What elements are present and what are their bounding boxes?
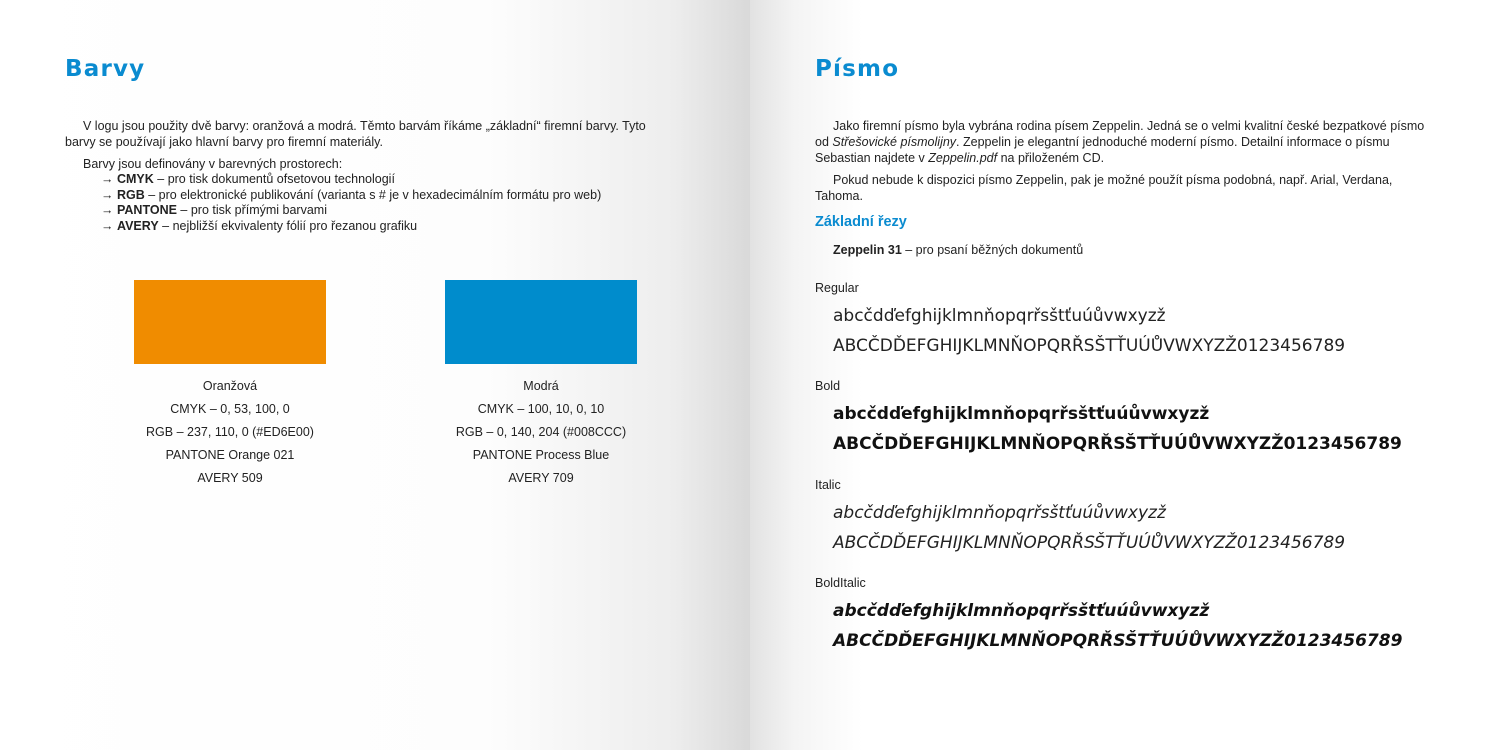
orange-color-swatch xyxy=(134,280,326,364)
color-name: Oranžová xyxy=(202,379,258,393)
pantone-value: PANTONE Process Blue xyxy=(472,448,610,462)
arrow-icon: → xyxy=(101,203,114,217)
avery-value: AVERY 709 xyxy=(508,471,574,485)
color-name: Modrá xyxy=(523,379,559,393)
sample-bold: abcčdďefghijklmnňopqrřsštťuúůvwxyzž ABCČDĎEFGHIJKLMNŇOPQRŘSŠTŤUÚŮVWXYZŽ0123456789 xyxy=(833,404,1402,454)
list-item: → AVERY – nejbližší ekvivalenty fólií pro řezanou grafiku xyxy=(101,218,418,233)
rgb-value: RGB – 237, 110, 0 (#ED6E00) xyxy=(146,425,314,439)
cmyk-value: CMYK – 0, 53, 100, 0 xyxy=(170,402,290,416)
typeface-intro: Jako firemní písmo byla vybrána rodina písem Zeppelin. Jedná se o velmi kvalitní české bezpatkové písmo od Střešovické písmolijny. Zeppelin je elegantní jednoduché moderní písmo. Detailní informace o písmu Sebastian najdete v Zeppelin.pdf na přiloženém CD. xyxy=(815,119,1425,165)
avery-value: AVERY 509 xyxy=(197,471,263,485)
arrow-icon: → xyxy=(101,218,114,233)
color-spaces-intro: Barvy jsou definovány v barevných prostorech: xyxy=(83,157,343,171)
style-label-italic: Italic xyxy=(815,478,841,492)
orange-color-specs xyxy=(100,375,360,490)
sample-regular: abcčdďefghijklmnňopqrřsštťuúůvwxyzž ABCČDĎEFGHIJKLMNŇOPQRŘSŠTŤUÚŮVWXYZŽ0123456789 xyxy=(833,306,1346,356)
sample-italic: abcčdďefghijklmnňopqrřsštťuúůvwxyzž ABCČDĎEFGHIJKLMNŇOPQRŘSŠTŤUÚŮVWXYZŽ0123456789 xyxy=(833,503,1346,553)
page-title-typeface: Písmo xyxy=(815,56,900,82)
arrow-icon: → xyxy=(101,172,114,186)
list-item: → PANTONE – pro tisk přímými barvami xyxy=(101,203,327,217)
colors-intro: V logu jsou použity dvě barvy: oranžová a modrá. Těmto barvám říkáme „základní“ firemní barvy. Tyto barvy se používají jako hlavní barvy pro firemní materiály. xyxy=(65,119,646,149)
page-typeface xyxy=(750,0,1500,750)
blue-color-specs xyxy=(411,375,671,490)
style-label-bold: Bold xyxy=(815,379,841,393)
style-label-regular: Regular xyxy=(815,281,859,295)
arrow-icon: → xyxy=(101,187,114,202)
cmyk-value: CMYK – 100, 10, 0, 10 xyxy=(477,402,605,416)
font-description: Zeppelin 31 – pro psaní běžných dokumentů xyxy=(833,243,1084,257)
rgb-value: RGB – 0, 140, 204 (#008CCC) xyxy=(455,425,627,439)
section-subtitle: Základní řezy xyxy=(815,214,907,230)
color-spaces-list xyxy=(101,172,601,234)
style-label-bolditalic: BoldItalic xyxy=(815,576,866,590)
page-title-colors: Barvy xyxy=(65,56,146,82)
sample-bolditalic: abcčdďefghijklmnňopqrřsštťuúůvwxyzž ABCČDĎEFGHIJKLMNŇOPQRŘSŠTŤUÚŮVWXYZŽ0123456789 xyxy=(833,601,1403,651)
typeface-fallback: Pokud nebude k dispozici písmo Zeppelin, pak je možné použít písma podobná, např. Arial, Verdana, Tahoma. xyxy=(815,173,1393,203)
list-item: → CMYK – pro tisk dokumentů ofsetovou technologií xyxy=(101,172,395,186)
list-item: → RGB – pro elektronické publikování (varianta s # je v hexadecimálním formátu pro web) xyxy=(101,187,602,202)
blue-color-swatch xyxy=(445,280,637,364)
pantone-value: PANTONE Orange 021 xyxy=(165,448,295,462)
